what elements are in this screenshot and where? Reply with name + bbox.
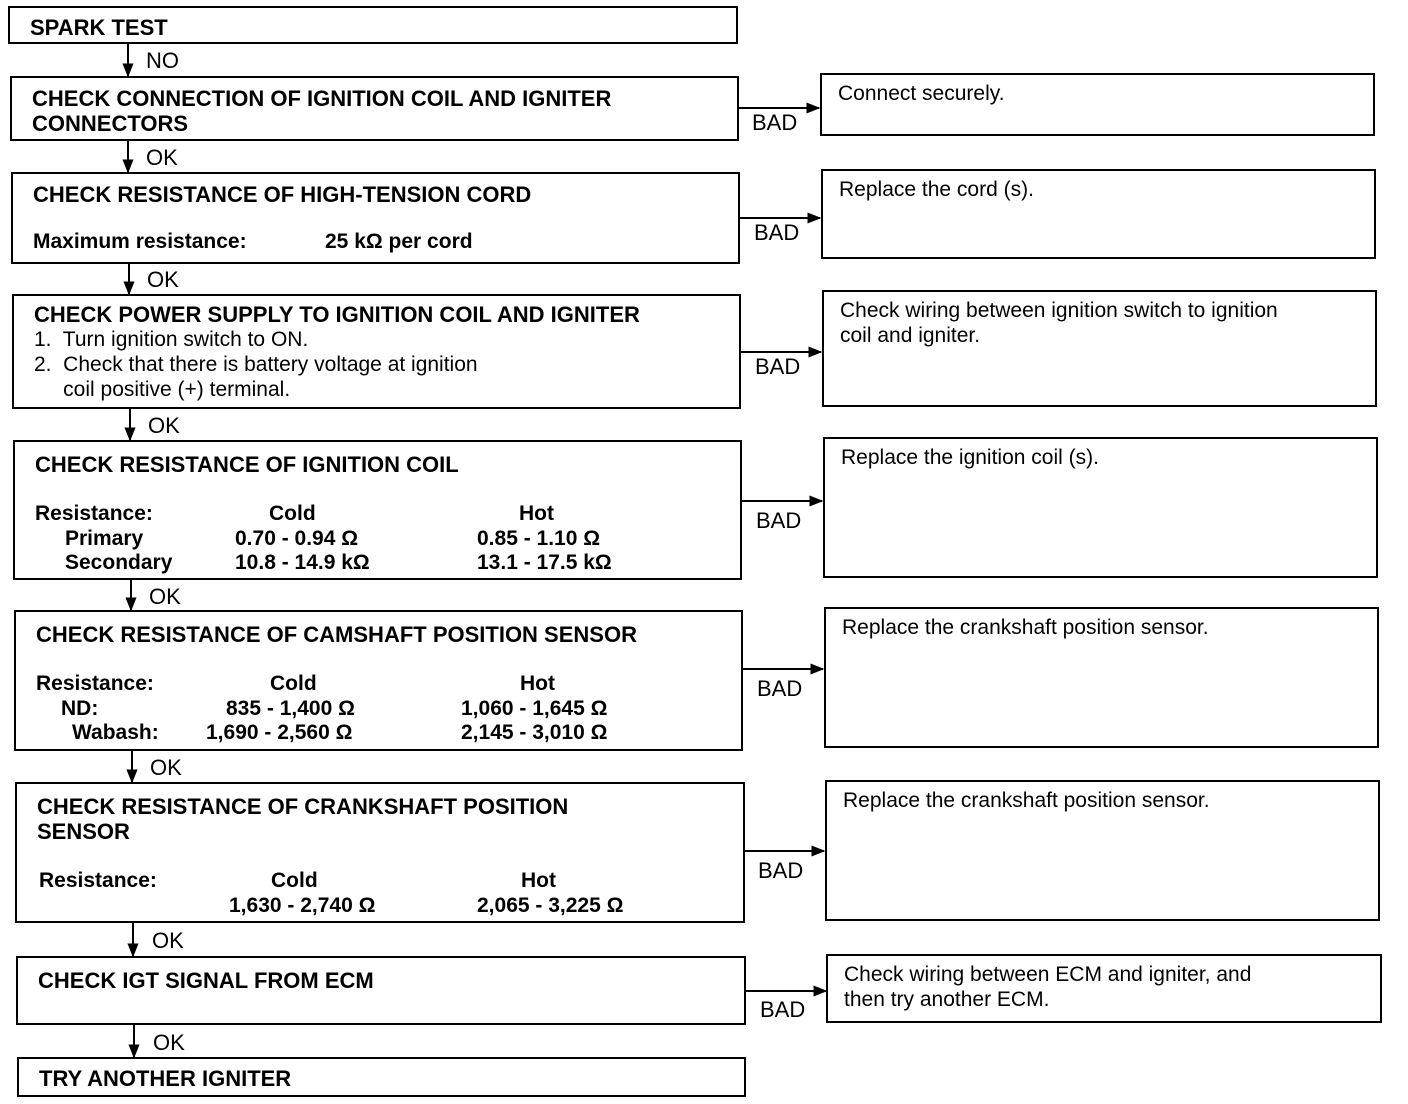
step-check-power-supply: [12, 294, 741, 409]
remedy-2-text: Replace the cord (s).: [839, 178, 1034, 201]
remedy-check-wiring-ignition: [822, 290, 1377, 407]
bad-label-1: BAD: [752, 110, 798, 135]
step-5-col-hot: Hot: [520, 672, 555, 695]
remedy-3-line1: Check wiring between ignition switch to ignition: [840, 299, 1278, 322]
bad-label-4: BAD: [756, 508, 802, 533]
step-check-igt-signal: [16, 956, 746, 1025]
remedy-check-wiring-ecm: [826, 954, 1382, 1023]
spark-test-box: [8, 6, 738, 44]
step-4-row-primary-cold: 0.70 - 0.94 Ω: [235, 527, 359, 550]
step-7-title: CHECK IGT SIGNAL FROM ECM: [38, 968, 374, 993]
step-3-instruction-3: coil positive (+) terminal.: [34, 378, 291, 401]
ok-label-4: OK: [149, 584, 181, 609]
step-5-col-cold: Cold: [270, 672, 317, 695]
ok-label-2: OK: [147, 267, 179, 292]
step-4-resistance-label: Resistance:: [35, 502, 153, 525]
remedy-7-line2: then try another ECM.: [844, 988, 1050, 1011]
remedy-4-text: Replace the ignition coil (s).: [841, 446, 1099, 469]
step-3-instruction-2: 2. Check that there is battery voltage at ignition: [34, 353, 478, 376]
step-4-row-secondary-name: Secondary: [65, 551, 173, 574]
bad-label-2: BAD: [754, 220, 800, 245]
final-step-title: TRY ANOTHER IGNITER: [39, 1066, 292, 1091]
step-4-row-primary-name: Primary: [65, 527, 144, 550]
remedy-replace-crankshaft-sensor-1: [824, 607, 1379, 748]
step-4-col-hot: Hot: [519, 502, 554, 525]
step-check-camshaft-sensor: [14, 610, 743, 751]
bad-label-5: BAD: [757, 676, 803, 701]
step-3-title: CHECK POWER SUPPLY TO IGNITION COIL AND IGNITER: [34, 302, 640, 327]
ok-label-7: OK: [153, 1030, 185, 1055]
step-1-title-line2: CONNECTORS: [32, 111, 189, 136]
step-5-title: CHECK RESISTANCE OF CAMSHAFT POSITION SENSOR: [36, 622, 637, 647]
remedy-6-text: Replace the crankshaft position sensor.: [843, 789, 1210, 812]
remedy-7-line1: Check wiring between ECM and igniter, and: [844, 963, 1252, 986]
ok-label-3: OK: [148, 413, 180, 438]
bad-label-3: BAD: [755, 354, 801, 379]
step-6-cold-value: 1,630 - 2,740 Ω: [229, 894, 376, 917]
final-step-box: [17, 1057, 746, 1097]
ok-label-5: OK: [150, 755, 182, 780]
step-2-title: CHECK RESISTANCE OF HIGH-TENSION CORD: [33, 182, 532, 207]
step-6-hot-value: 2,065 - 3,225 Ω: [477, 894, 624, 917]
step-5-row-wabash-name: Wabash:: [72, 721, 159, 744]
remedy-replace-crankshaft-sensor-2: [825, 780, 1380, 921]
step-check-ignition-coil: [13, 440, 742, 580]
step-5-row-nd-cold: 835 - 1,400 Ω: [226, 697, 355, 720]
remedy-connect-securely: [820, 73, 1375, 136]
step-3-instruction-1: 1. Turn ignition switch to ON.: [34, 328, 309, 351]
spark-test-title: SPARK TEST: [30, 15, 168, 40]
step-5-row-nd-hot: 1,060 - 1,645 Ω: [461, 697, 608, 720]
step-4-row-primary-hot: 0.85 - 1.10 Ω: [477, 527, 601, 550]
step-5-row-wabash-hot: 2,145 - 3,010 Ω: [461, 721, 608, 744]
remedy-1-text: Connect securely.: [838, 82, 1005, 105]
step-4-title: CHECK RESISTANCE OF IGNITION COIL: [35, 452, 459, 477]
step-1-title-line1: CHECK CONNECTION OF IGNITION COIL AND IGNITER: [32, 86, 612, 111]
step-4-row-secondary-hot: 13.1 - 17.5 kΩ: [477, 551, 612, 574]
remedy-3-line2: coil and igniter.: [840, 324, 981, 347]
remedy-5-text: Replace the crankshaft position sensor.: [842, 616, 1209, 639]
step-6-title-line2: SENSOR: [37, 819, 130, 844]
step-check-high-tension-cord: [11, 172, 740, 264]
step-4-col-cold: Cold: [269, 502, 316, 525]
step-6-col-cold: Cold: [271, 869, 318, 892]
step-6-title-line1: CHECK RESISTANCE OF CRANKSHAFT POSITION: [37, 794, 569, 819]
step-5-row-nd-name: ND:: [61, 697, 99, 720]
step-check-connectors: [10, 76, 739, 141]
step-5-row-wabash-cold: 1,690 - 2,560 Ω: [206, 721, 353, 744]
bad-label-7: BAD: [760, 997, 806, 1022]
branch-no-label: NO: [146, 48, 179, 73]
bad-label-6: BAD: [758, 858, 804, 883]
step-6-resistance-label: Resistance:: [39, 869, 157, 892]
step-2-spec-value: 25 kΩ per cord: [325, 230, 473, 253]
step-4-row-secondary-cold: 10.8 - 14.9 kΩ: [235, 551, 370, 574]
ok-label-6: OK: [152, 928, 184, 953]
ok-label-1: OK: [146, 145, 178, 170]
remedy-replace-ignition-coil: [823, 437, 1378, 578]
step-6-col-hot: Hot: [521, 869, 556, 892]
step-check-crankshaft-sensor: [15, 782, 745, 923]
step-2-spec-label: Maximum resistance:: [33, 230, 247, 253]
step-5-resistance-label: Resistance:: [36, 672, 154, 695]
remedy-replace-cord: [821, 169, 1376, 259]
